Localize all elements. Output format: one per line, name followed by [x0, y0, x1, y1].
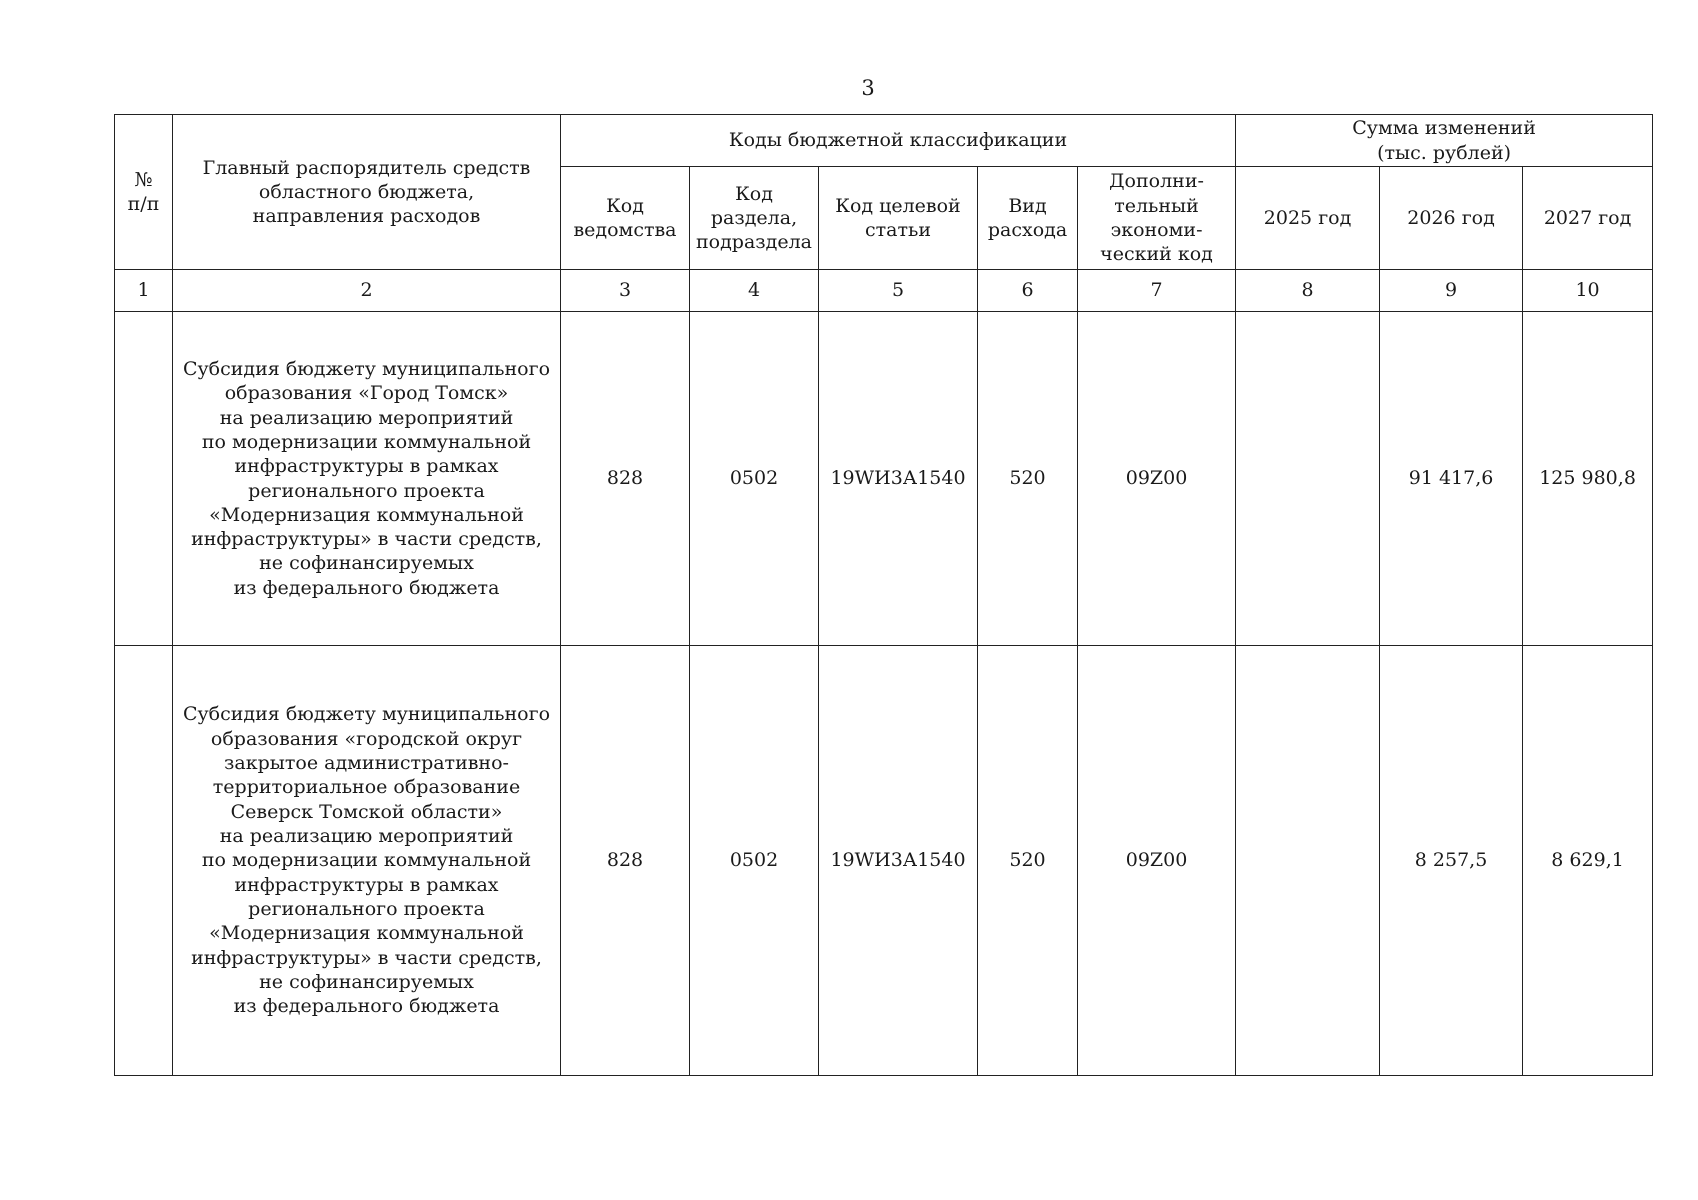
- header-sum-changes: [1236, 115, 1653, 167]
- table-row: [115, 312, 1653, 646]
- description-line: Субсидия бюджету муниципального: [182, 357, 551, 380]
- description-line: инфраструктуры» в части средств,: [191, 946, 542, 969]
- column-number: 8: [1236, 270, 1380, 312]
- table-row: [115, 646, 1653, 1076]
- sum-2025: [1236, 646, 1380, 1076]
- description-line: на реализацию мероприятий: [219, 406, 514, 429]
- column-number: 6: [978, 270, 1078, 312]
- column-number: 5: [819, 270, 978, 312]
- row-num: [115, 312, 173, 646]
- dept-code: 828: [561, 312, 690, 646]
- expense-type: 520: [978, 312, 1078, 646]
- description-line: «Модернизация коммунальной: [209, 922, 524, 945]
- header-section-line: Код: [735, 182, 773, 205]
- target-code: 19WИ3А1540: [819, 646, 978, 1076]
- column-number: 2: [173, 270, 561, 312]
- header-row-1: [115, 115, 1653, 167]
- header-main-recipient: [173, 115, 561, 270]
- sum-2027: 8 629,1: [1523, 646, 1653, 1076]
- section-code: 0502: [690, 646, 819, 1076]
- econ-code: 09Z00: [1078, 646, 1236, 1076]
- header-main-line: Главный распорядитель средств: [202, 156, 531, 179]
- description-line: из федерального бюджета: [233, 995, 500, 1018]
- header-year-2026: 2026 год: [1380, 167, 1523, 270]
- header-sum-line: (тыс. рублей): [1377, 141, 1512, 164]
- description-line: территориальное образование: [212, 776, 521, 799]
- description-line: инфраструктуры в рамках: [234, 455, 499, 478]
- sum-2027: 125 980,8: [1523, 312, 1653, 646]
- header-budget-codes: Коды бюджетной классификации: [561, 115, 1236, 167]
- description-line: регионального проекта: [248, 897, 485, 920]
- section-code: 0502: [690, 312, 819, 646]
- description-line: по модернизации коммунальной: [201, 849, 532, 872]
- description-line: закрытое административно-: [224, 752, 509, 775]
- row-num: [115, 646, 173, 1076]
- header-num: [115, 115, 173, 270]
- description-line: образования «городской округ: [210, 727, 523, 750]
- header-num-line: п/п: [127, 193, 160, 215]
- header-econ-line: Дополни-: [1109, 170, 1204, 193]
- row-description: [173, 312, 561, 646]
- expense-type: 520: [978, 646, 1078, 1076]
- row-description: [173, 646, 561, 1076]
- header-num-line: №: [134, 168, 153, 191]
- page-number: 3: [861, 76, 875, 100]
- header-econ-code: [1078, 167, 1236, 270]
- header-target-code: [819, 167, 978, 270]
- header-section-line: раздела,: [710, 206, 798, 229]
- header-section-line: подраздела: [696, 231, 812, 254]
- description-line: инфраструктуры в рамках: [234, 873, 499, 896]
- column-number: 3: [561, 270, 690, 312]
- econ-code: 09Z00: [1078, 312, 1236, 646]
- header-econ-line: ческий код: [1100, 243, 1213, 266]
- description-line: «Модернизация коммунальной: [209, 503, 524, 526]
- description-line: не софинансируемых: [259, 970, 474, 993]
- description-line: на реализацию мероприятий: [219, 825, 514, 848]
- sum-2026: 8 257,5: [1380, 646, 1523, 1076]
- dept-code: 828: [561, 646, 690, 1076]
- column-number: 4: [690, 270, 819, 312]
- header-year-2025: 2025 год: [1236, 167, 1380, 270]
- description-line: по модернизации коммунальной: [201, 430, 532, 453]
- column-number: 10: [1523, 270, 1653, 312]
- sum-2026: 91 417,6: [1380, 312, 1523, 646]
- header-expense-type: [978, 167, 1078, 270]
- header-target-line: статьи: [865, 219, 931, 241]
- description-line: Субсидия бюджету муниципального: [182, 703, 551, 726]
- header-dept-line: Код: [606, 194, 644, 217]
- header-econ-line: тельный: [1114, 194, 1199, 217]
- description-line: из федерального бюджета: [233, 576, 500, 599]
- description-line: не софинансируемых: [259, 552, 474, 575]
- header-dept-line: ведомства: [573, 219, 677, 241]
- description-line: Северск Томской области»: [230, 800, 503, 823]
- header-exptype-line: Вид: [1008, 194, 1047, 217]
- budget-changes-table: [114, 114, 1653, 1076]
- header-dept-code: [561, 167, 690, 270]
- header-target-line: Код целевой: [835, 194, 961, 217]
- header-main-line: направления расходов: [252, 205, 481, 228]
- column-number: 7: [1078, 270, 1236, 312]
- target-code: 19WИ3А1540: [819, 312, 978, 646]
- description-line: образования «Город Томск»: [224, 382, 509, 405]
- sum-2025: [1236, 312, 1380, 646]
- header-section-code: [690, 167, 819, 270]
- header-main-line: областного бюджета,: [258, 180, 475, 203]
- description-line: регионального проекта: [248, 479, 485, 502]
- header-econ-line: экономи-: [1110, 219, 1203, 241]
- header-year-2027: 2027 год: [1523, 167, 1653, 270]
- column-number: 1: [115, 270, 173, 312]
- header-sum-line: Сумма изменений: [1352, 117, 1536, 140]
- header-exptype-line: расхода: [987, 219, 1068, 241]
- column-number-row: [115, 270, 1653, 312]
- description-line: инфраструктуры» в части средств,: [191, 528, 542, 551]
- column-number: 9: [1380, 270, 1523, 312]
